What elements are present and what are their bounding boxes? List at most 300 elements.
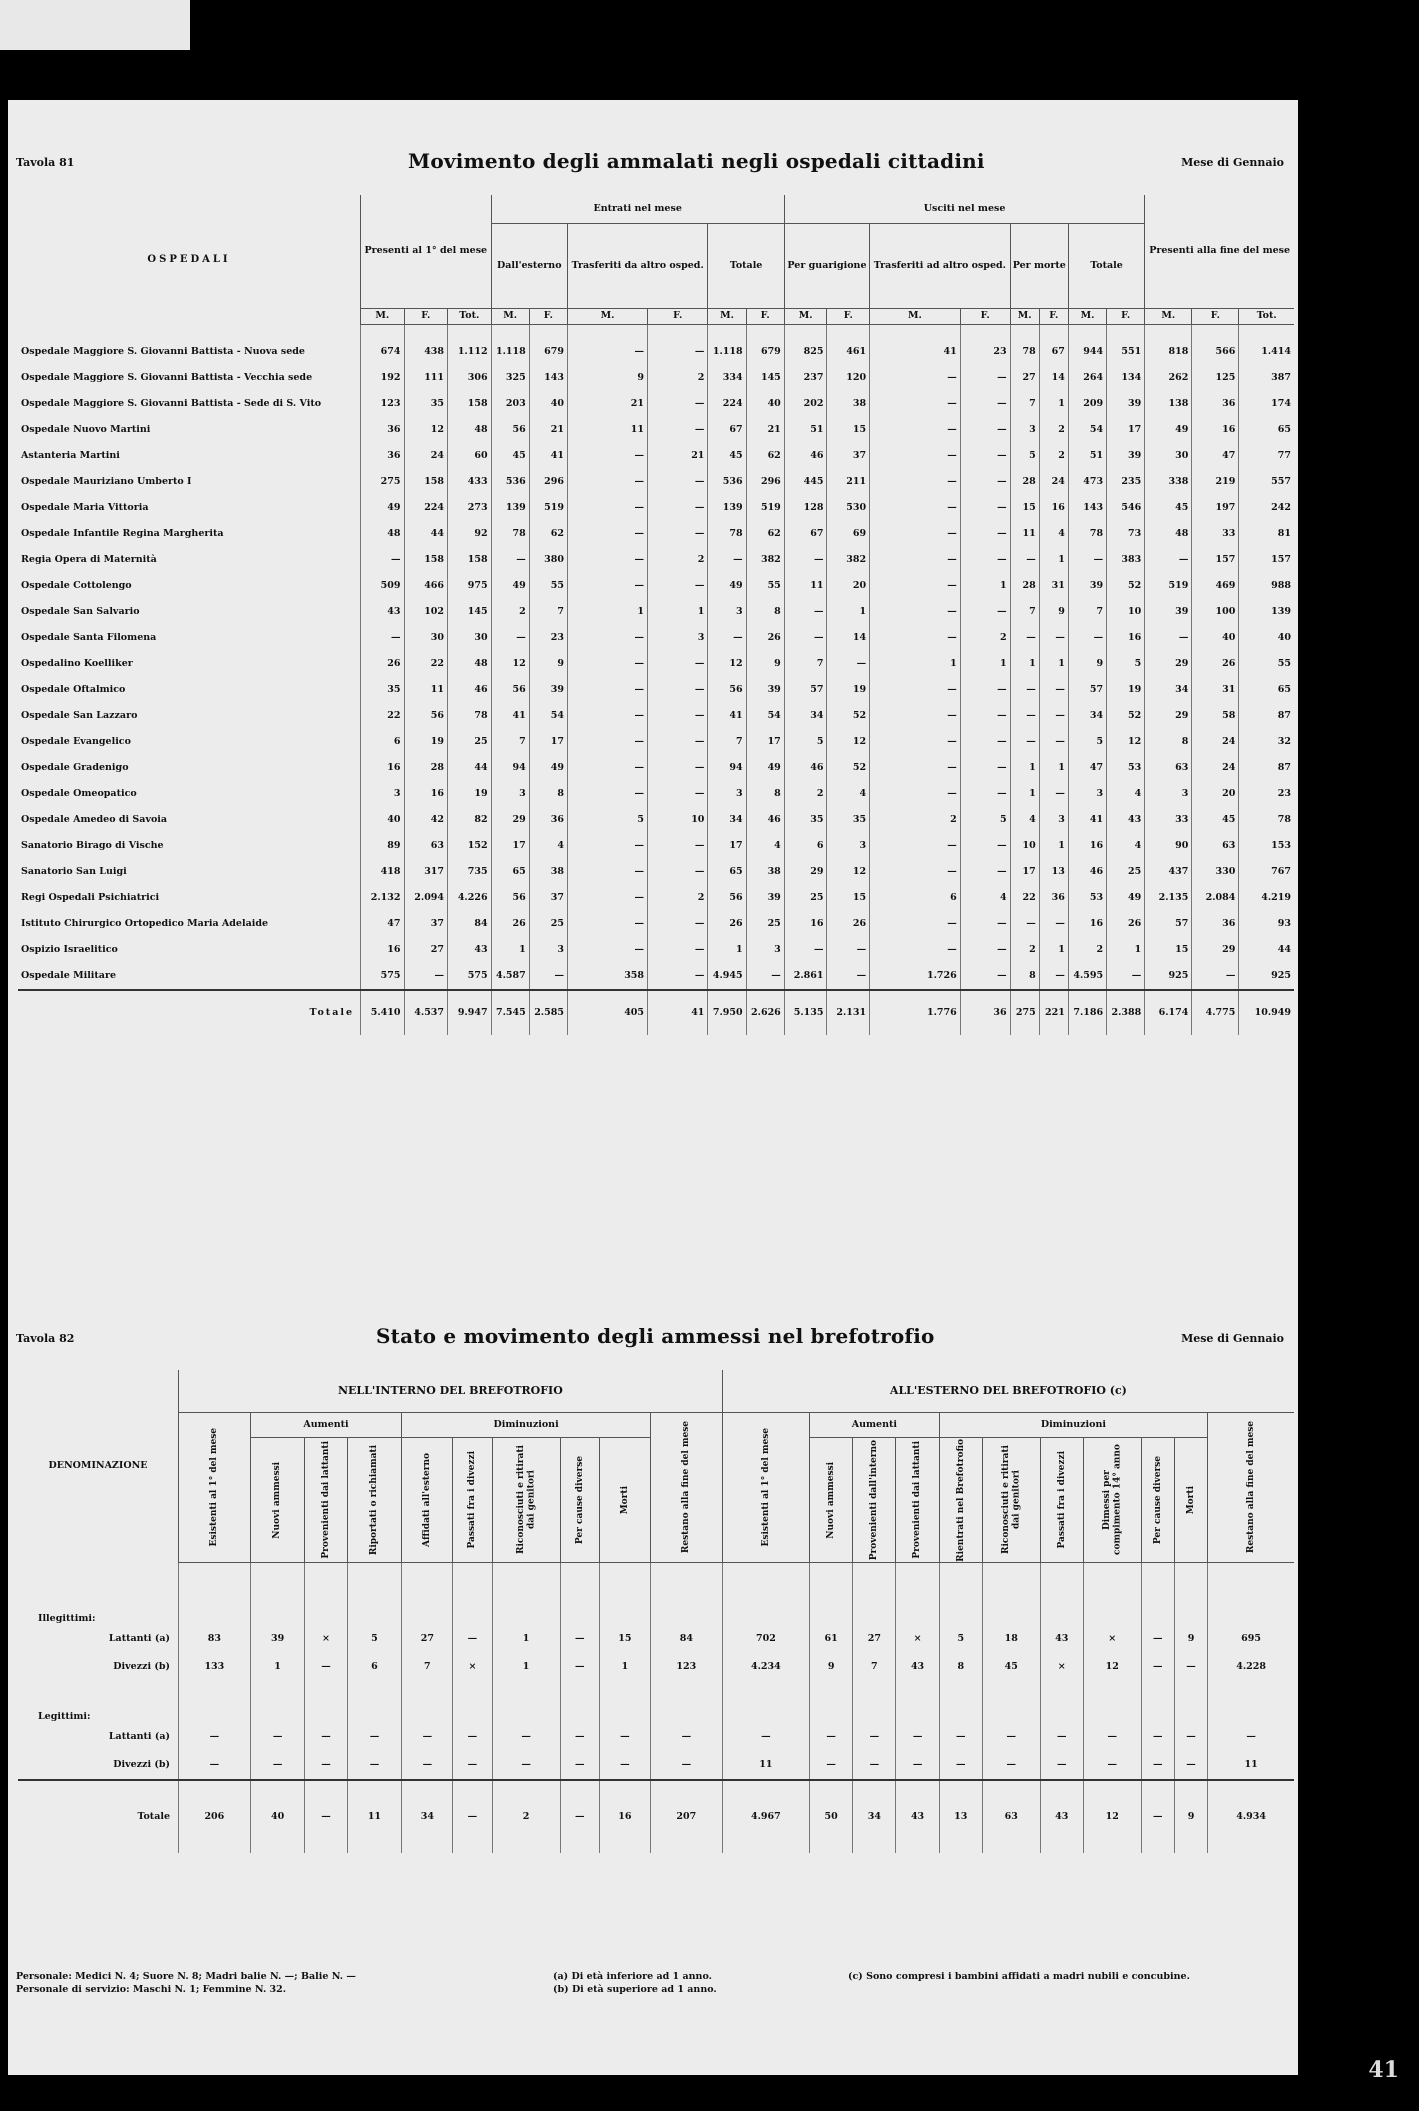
table-cell: 202 (784, 391, 827, 417)
table-cell: 975 (448, 573, 492, 599)
table-cell: 695 (1208, 1625, 1294, 1653)
table-cell: 219 (1192, 469, 1239, 495)
table-cell: — (1039, 703, 1068, 729)
col-tot: Tot. (1239, 309, 1294, 325)
table-cell: 16 (1192, 417, 1239, 443)
hospital-name: Ospizio Israelitico (21, 944, 118, 956)
table-cell: 2 (491, 599, 529, 625)
in-col-2: Provenienti dai lattanti (305, 1438, 347, 1563)
table-cell: 65 (491, 859, 529, 885)
table-cell: — (960, 599, 1010, 625)
total-cell: 50 (810, 1780, 853, 1853)
table-row (18, 521, 1294, 547)
table-cell: — (402, 1751, 453, 1780)
total-cell: 11 (347, 1780, 402, 1853)
table-cell: 22 (1010, 885, 1039, 911)
table-cell: — (648, 937, 708, 963)
hospital-name: Ospedale Nuovo Martini (21, 424, 151, 436)
table-cell: 473 (1068, 469, 1106, 495)
table-cell: 34 (708, 807, 746, 833)
table-cell: — (870, 495, 961, 521)
table-cell: 469 (1192, 573, 1239, 599)
table-cell: 60 (448, 443, 492, 469)
in-col-5: Passati fra i divezzi (453, 1438, 492, 1563)
table-cell: — (453, 1723, 492, 1751)
table-cell: 1 (960, 573, 1010, 599)
table-cell: — (1068, 625, 1106, 651)
table-cell: 54 (1068, 417, 1106, 443)
table-cell: 12 (827, 859, 870, 885)
table-cell: 26 (827, 911, 870, 937)
table-cell: 82 (448, 807, 492, 833)
table82-month: Mese di Gennaio (1181, 1332, 1284, 1345)
table-cell: 43 (896, 1653, 939, 1681)
empty-cell (599, 1681, 650, 1723)
hospital-name: Astanteria Martini (21, 450, 120, 462)
col-m: M. (784, 309, 827, 325)
table-cell: 139 (708, 495, 746, 521)
table-cell: 62 (529, 521, 567, 547)
table-cell: — (560, 1723, 599, 1751)
table-cell: 43 (1040, 1625, 1083, 1653)
scan-margin-patch (0, 0, 190, 50)
table-cell: 92 (448, 521, 492, 547)
table-cell: 53 (1068, 885, 1106, 911)
table-cell: 41 (529, 443, 567, 469)
out-aumenti: Aumenti (810, 1413, 940, 1438)
table-cell: 56 (708, 677, 746, 703)
table-cell: — (870, 729, 961, 755)
table-cell: 4 (1039, 521, 1068, 547)
table-cell: 17 (708, 833, 746, 859)
table-cell: 46 (784, 443, 827, 469)
table-cell: 49 (1107, 885, 1145, 911)
table-cell: 58 (1192, 703, 1239, 729)
out-col-10: Restano alla fine del mese (1208, 1413, 1294, 1563)
category-row (18, 1563, 1294, 1625)
table-cell: — (305, 1751, 347, 1780)
hospital-name: Sanatorio San Luigi (21, 866, 127, 878)
table-row (18, 625, 1294, 651)
total-cell: 4.775 (1192, 990, 1239, 1035)
table-cell: — (179, 1751, 251, 1780)
table-cell: 40 (746, 391, 784, 417)
table-cell: — (870, 833, 961, 859)
total-cell: 5.135 (784, 990, 827, 1035)
total-cell: — (560, 1780, 599, 1853)
table-cell: — (1208, 1723, 1294, 1751)
table-cell: 39 (1107, 443, 1145, 469)
table-cell: — (491, 625, 529, 651)
table82-body (18, 1563, 1294, 1853)
table-cell: 306 (448, 365, 492, 391)
table-cell: 12 (708, 651, 746, 677)
table-cell: 4 (1107, 781, 1145, 807)
table-cell: 9 (746, 651, 784, 677)
table-cell: — (305, 1653, 347, 1681)
table-cell: 35 (361, 677, 405, 703)
table-row (18, 703, 1294, 729)
total-cell: 4.934 (1208, 1780, 1294, 1853)
out-col-7: Dimessi per compimento 14° anno (1083, 1438, 1141, 1563)
table-row (18, 859, 1294, 885)
table-cell: — (960, 703, 1010, 729)
table-cell: 536 (491, 469, 529, 495)
table-cell: — (567, 625, 647, 651)
total-cell: 43 (896, 1780, 939, 1853)
table-cell: — (960, 859, 1010, 885)
table-cell: 16 (361, 755, 405, 781)
table-cell: — (1145, 625, 1192, 651)
table-cell: 81 (1239, 521, 1294, 547)
empty-cell (347, 1681, 402, 1723)
table-cell: 1 (1107, 937, 1145, 963)
table-cell: 2 (960, 625, 1010, 651)
table-cell: 5 (347, 1625, 402, 1653)
category-row (18, 1681, 1294, 1723)
total-cell: 275 (1010, 990, 1039, 1035)
table-cell: 11 (404, 677, 448, 703)
table-cell: 28 (1010, 469, 1039, 495)
table-cell: — (1039, 781, 1068, 807)
table-cell: — (960, 833, 1010, 859)
table-cell: 6 (870, 885, 961, 911)
table-cell: 49 (746, 755, 784, 781)
table-cell: 9 (810, 1653, 853, 1681)
table-cell: 8 (746, 599, 784, 625)
table-row (18, 677, 1294, 703)
table-cell: 26 (708, 911, 746, 937)
table-cell: — (567, 573, 647, 599)
table-cell: 12 (827, 729, 870, 755)
table-cell: 56 (491, 677, 529, 703)
table-cell: 8 (939, 1653, 982, 1681)
table-cell: — (1039, 677, 1068, 703)
table-cell: 26 (491, 911, 529, 937)
out-col-0: Esistenti al 1° del mese (722, 1413, 809, 1563)
table-cell: 4.228 (1208, 1653, 1294, 1681)
table-cell: 8 (529, 781, 567, 807)
table-cell: 530 (827, 495, 870, 521)
in-col-3: Riportati o richiamati (347, 1438, 402, 1563)
hospital-name: Ospedale San Salvario (21, 606, 140, 618)
out-col-3: Provenienti dai lattanti (896, 1438, 939, 1563)
col-present-start: Presenti al 1° del mese (361, 195, 492, 309)
table-cell: 143 (1068, 495, 1106, 521)
empty-cell (810, 1563, 853, 1625)
table-cell: 466 (404, 573, 448, 599)
table-cell: 174 (1239, 391, 1294, 417)
empty-cell (853, 1563, 896, 1625)
empty-cell (179, 1563, 251, 1625)
table-cell: 209 (1068, 391, 1106, 417)
table-cell: 7 (853, 1653, 896, 1681)
table-cell: 87 (1239, 703, 1294, 729)
col-denominazione: DENOMINAZIONE (48, 1459, 148, 1471)
total-cell: — (453, 1780, 492, 1853)
table-cell: 158 (448, 391, 492, 417)
table-cell: — (1141, 1653, 1174, 1681)
table-cell: 102 (404, 599, 448, 625)
table-cell: 54 (746, 703, 784, 729)
table-cell: 5 (960, 807, 1010, 833)
table-cell: 123 (361, 391, 405, 417)
table-cell: 52 (1107, 703, 1145, 729)
table-cell: 8 (1010, 963, 1039, 990)
table-cell: — (1083, 1751, 1141, 1780)
table-cell: 9 (1068, 651, 1106, 677)
table-cell: — (960, 781, 1010, 807)
col-present-end: Presenti alla fine del mese (1145, 195, 1294, 309)
empty-cell (1141, 1563, 1174, 1625)
table-cell: 56 (708, 885, 746, 911)
table-cell: — (982, 1751, 1040, 1780)
table-cell: 1 (1010, 651, 1039, 677)
inside-header: NELL'INTERNO DEL BREFOTROFIO (179, 1370, 723, 1413)
table-row (18, 365, 1294, 391)
table-cell: — (567, 469, 647, 495)
table-cell: 1 (1039, 937, 1068, 963)
table-cell: 128 (784, 495, 827, 521)
table-row (18, 547, 1294, 573)
table-cell: 2.135 (1145, 885, 1192, 911)
hospital-name: Ospedale San Lazzaro (21, 710, 138, 722)
col-m: M. (491, 309, 529, 325)
total-cell: 34 (853, 1780, 896, 1853)
table-cell: 7 (708, 729, 746, 755)
table-cell: 23 (1239, 781, 1294, 807)
table-cell: — (361, 625, 405, 651)
hospital-name: Ospedalino Koelliker (21, 658, 133, 670)
table-cell: 36 (361, 417, 405, 443)
table-cell: — (960, 911, 1010, 937)
table-cell: 1 (1039, 833, 1068, 859)
table-cell: — (1039, 625, 1068, 651)
table-cell: 7 (1068, 599, 1106, 625)
table-cell: 78 (1010, 339, 1039, 365)
table-cell: 330 (1192, 859, 1239, 885)
table-cell: 100 (1192, 599, 1239, 625)
table-cell: 2.084 (1192, 885, 1239, 911)
table-cell: 264 (1068, 365, 1106, 391)
table-cell: 40 (1239, 625, 1294, 651)
table-cell: 30 (448, 625, 492, 651)
table-cell: 90 (1145, 833, 1192, 859)
table-cell: — (982, 1723, 1040, 1751)
table-cell: 7 (402, 1653, 453, 1681)
table-cell: — (567, 677, 647, 703)
table-cell: — (648, 469, 708, 495)
total-label: Totale (18, 990, 361, 1035)
table-cell: 49 (1145, 417, 1192, 443)
table-cell: 17 (746, 729, 784, 755)
table-cell: — (1145, 547, 1192, 573)
total-cell: 7.186 (1068, 990, 1106, 1035)
table-cell: 2 (784, 781, 827, 807)
table-cell: 203 (491, 391, 529, 417)
table-row (18, 807, 1294, 833)
table-cell: 16 (1068, 911, 1106, 937)
total-cell: — (305, 1780, 347, 1853)
table-cell: 1 (1039, 547, 1068, 573)
table-cell: — (1174, 1723, 1207, 1751)
total-cell: 7.950 (708, 990, 746, 1035)
table-cell: 3 (1039, 807, 1068, 833)
empty-cell (896, 1563, 939, 1625)
table-row (18, 417, 1294, 443)
table-cell: — (960, 469, 1010, 495)
table-row (18, 729, 1294, 755)
table-cell: × (305, 1625, 347, 1653)
table-cell: — (648, 755, 708, 781)
table-cell: 19 (827, 677, 870, 703)
empty-cell (896, 1681, 939, 1723)
table82 (18, 1370, 1294, 1853)
table-cell: — (567, 495, 647, 521)
table-cell: 1.726 (870, 963, 961, 990)
hospital-name: Ospedale Infantile Regina Margherita (21, 528, 224, 540)
table-cell: 36 (529, 807, 567, 833)
table-cell: 4 (827, 781, 870, 807)
table-cell: — (567, 911, 647, 937)
hospital-name: Ospedale Evangelico (21, 736, 131, 748)
table-cell: 767 (1239, 859, 1294, 885)
table-cell: 55 (529, 573, 567, 599)
table-cell: 33 (1145, 807, 1192, 833)
table-cell: 224 (708, 391, 746, 417)
table-cell: — (960, 963, 1010, 990)
table-cell: 325 (491, 365, 529, 391)
table-cell: 12 (491, 651, 529, 677)
table-cell: — (347, 1723, 402, 1751)
outside-header: ALL'ESTERNO DEL BREFOTROFIO (c) (722, 1370, 1294, 1413)
table-cell: — (960, 677, 1010, 703)
table81 (18, 195, 1294, 1035)
col-death: Per morte (1010, 224, 1068, 309)
table-cell: — (827, 937, 870, 963)
table81-label: Tavola 81 (16, 156, 75, 169)
table-cell: 1 (492, 1653, 560, 1681)
table-cell: 3 (1145, 781, 1192, 807)
total-cell: 2 (492, 1780, 560, 1853)
table-cell: 63 (1192, 833, 1239, 859)
col-f: F. (404, 309, 448, 325)
table-cell: — (567, 703, 647, 729)
table-cell: 41 (491, 703, 529, 729)
table-cell: 62 (746, 443, 784, 469)
hospital-name: Ospedale Maggiore S. Giovanni Battista - Sede di S. Vito (21, 398, 322, 410)
out-col-2: Provenienti dall'interno (853, 1438, 896, 1563)
table-cell: 461 (827, 339, 870, 365)
table-cell: 24 (1039, 469, 1068, 495)
col-m: M. (870, 309, 961, 325)
table-cell: — (960, 937, 1010, 963)
table-cell: — (404, 963, 448, 990)
col-exited: Usciti nel mese (784, 195, 1144, 224)
table-cell: — (960, 443, 1010, 469)
table82-title: Stato e movimento degli ammessi nel brefotrofio (376, 1324, 935, 1348)
table-cell: 1 (870, 651, 961, 677)
table-cell: 89 (361, 833, 405, 859)
table-cell: 22 (361, 703, 405, 729)
table-cell: 157 (1192, 547, 1239, 573)
table-cell: — (305, 1723, 347, 1751)
table-cell: 63 (404, 833, 448, 859)
table-cell: 944 (1068, 339, 1106, 365)
table-cell: 1 (1039, 651, 1068, 677)
col-hospitals: OSPEDALI (147, 253, 231, 265)
table-cell: 197 (1192, 495, 1239, 521)
table-cell: — (1083, 1723, 1141, 1751)
table-cell: — (939, 1751, 982, 1780)
table-cell: — (648, 859, 708, 885)
table-cell: 262 (1145, 365, 1192, 391)
table-cell: 11 (1010, 521, 1039, 547)
table-cell: — (827, 963, 870, 990)
table-cell: 47 (361, 911, 405, 937)
table-cell: 242 (1239, 495, 1294, 521)
row-label: Lattanti (a) (108, 1731, 170, 1742)
table-cell: 55 (1239, 651, 1294, 677)
table-cell: — (648, 417, 708, 443)
table-cell: 4 (746, 833, 784, 859)
table-cell: — (853, 1751, 896, 1780)
table-cell: 26 (746, 625, 784, 651)
table-cell: 87 (1239, 755, 1294, 781)
empty-cell (939, 1563, 982, 1625)
col-transferred-in: Trasferiti da altro osped. (567, 224, 707, 309)
table-cell: — (784, 937, 827, 963)
in-aumenti: Aumenti (250, 1413, 402, 1438)
table-cell: — (648, 339, 708, 365)
table-cell: 536 (708, 469, 746, 495)
table-cell: 84 (448, 911, 492, 937)
table-cell: 2 (1010, 937, 1039, 963)
table-cell: 16 (1107, 625, 1145, 651)
table-cell: 77 (1239, 443, 1294, 469)
table-cell: 65 (1239, 417, 1294, 443)
col-f: F. (1039, 309, 1068, 325)
table-cell: 133 (179, 1653, 251, 1681)
total-cell: 34 (402, 1780, 453, 1853)
table-cell: 65 (1239, 677, 1294, 703)
empty-cell (250, 1681, 305, 1723)
table-cell: — (648, 651, 708, 677)
table-cell: 43 (448, 937, 492, 963)
table-cell: 120 (827, 365, 870, 391)
table-cell: 34 (1145, 677, 1192, 703)
table-cell: 509 (361, 573, 405, 599)
table-cell: 24 (1192, 755, 1239, 781)
table-row (18, 1723, 1294, 1751)
table-cell: 4 (1107, 833, 1145, 859)
table-cell: 23 (960, 339, 1010, 365)
table-cell: — (492, 1751, 560, 1780)
table-cell: 9 (1039, 599, 1068, 625)
table-cell: 19 (448, 781, 492, 807)
table-cell: — (870, 365, 961, 391)
table-cell: — (529, 963, 567, 990)
in-col-1: Nuovi ammessi (250, 1438, 305, 1563)
table-cell: 36 (1039, 885, 1068, 911)
table-cell: 418 (361, 859, 405, 885)
out-diminuzioni: Diminuzioni (939, 1413, 1208, 1438)
table-cell: 24 (404, 443, 448, 469)
table-cell: 5 (1107, 651, 1145, 677)
table-cell: 47 (1068, 755, 1106, 781)
table-cell: 679 (529, 339, 567, 365)
col-recovered: Per guarigione (784, 224, 869, 309)
